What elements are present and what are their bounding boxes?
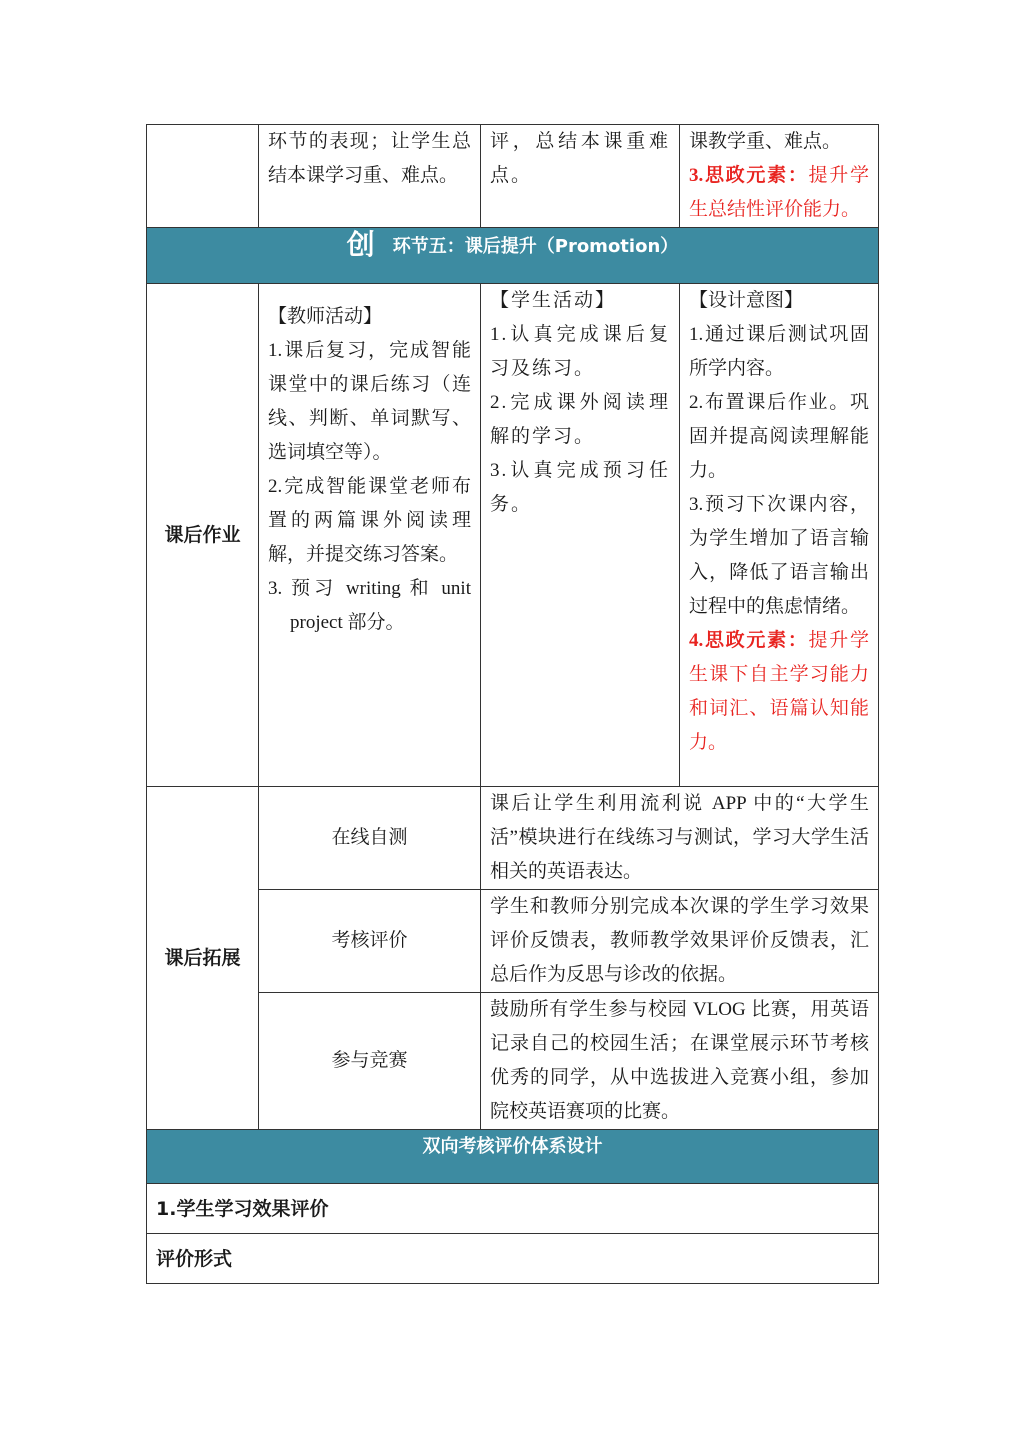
design-red-text: 提升学生课下自主学习能力和词汇、语篇认知能力。 xyxy=(689,630,869,753)
evaluation-row-2 xyxy=(147,1234,879,1284)
design-item-3: 3.预习下次课内容，为学生增加了语言输入，降低了语言输出过程中的焦虑情绪。 xyxy=(689,494,869,617)
evaluation-row-1 xyxy=(147,1184,879,1234)
design-text: 课教学重、难点。 xyxy=(689,131,842,152)
empty-label-cell xyxy=(147,125,259,228)
student-activity-cont: 评，总结本课重难点。 xyxy=(481,125,680,228)
teacher-item-1: 1.课后复习，完成智能课堂中的课后练习（连线、判断、单词默写、选词填空等）。 xyxy=(268,340,471,463)
design-header: 【设计意图】 xyxy=(689,290,804,311)
design-intent-cont xyxy=(680,125,879,228)
extension-item-name-1: 在线自测 xyxy=(259,787,481,890)
teacher-item-3: 3. 预习 writing 和 unit project 部分。 xyxy=(268,578,471,633)
extension-row-1 xyxy=(147,787,879,890)
continuation-row xyxy=(147,125,879,228)
student-item-2: 2.完成课外阅读理解的学习。 xyxy=(490,392,670,447)
teacher-activity-cont: 环节的表现；让学生总结本课学习重、难点。 xyxy=(259,125,481,228)
section-char: 创 xyxy=(346,228,375,261)
homework-label: 课后作业 xyxy=(147,284,259,787)
section-title: 环节五：课后提升（Promotion） xyxy=(392,236,679,257)
student-item-3: 3.认真完成预习任务。 xyxy=(490,460,670,515)
evaluation-band xyxy=(147,1130,879,1184)
extension-item-name-2: 考核评价 xyxy=(259,890,481,993)
lesson-plan-table xyxy=(146,124,879,1284)
homework-row xyxy=(147,284,879,787)
evaluation-title: 双向考核评价体系设计 xyxy=(422,1136,603,1157)
student-eval-heading: 1.学生学习效果评价 xyxy=(156,1197,329,1220)
extension-item-name-3: 参与竞赛 xyxy=(259,993,481,1130)
design-item-2: 2.布置课后作业。巩固并提高阅读理解能力。 xyxy=(689,392,869,481)
student-header: 【学生活动】 xyxy=(490,290,617,311)
eval-form-heading: 评价形式 xyxy=(156,1247,233,1270)
ideology-label: 3.思政元素： xyxy=(689,165,809,186)
ideology-text: 提升学生总结性评价能力。 xyxy=(689,165,869,220)
design-item-1: 1.通过课后测试巩固所学内容。 xyxy=(689,324,869,379)
student-activity-cell xyxy=(481,284,680,787)
extension-item-desc-2: 学生和教师分别完成本次课的学生学习效果评价反馈表，教师教学效果评价反馈表，汇总后作为反思与诊改的依据。 xyxy=(481,890,879,993)
teacher-activity-cell xyxy=(259,284,481,787)
teacher-header: 【教师活动】 xyxy=(268,306,383,327)
student-item-1: 1.认真完成课后复习及练习。 xyxy=(490,324,670,379)
section-five-band xyxy=(147,228,879,284)
design-intent-cell xyxy=(680,284,879,787)
extension-item-desc-1: 课后让学生利用流利说 APP 中的“大学生活”模块进行在线练习与测试，学习大学生活相关的英语表达。 xyxy=(481,787,879,890)
teacher-item-2: 2.完成智能课堂老师布置的两篇课外阅读理解，并提交练习答案。 xyxy=(268,476,471,565)
extension-item-desc-3: 鼓励所有学生参与校园 VLOG 比赛，用英语记录自己的校园生活；在课堂展示环节考核优秀的同学，从中选拔进入竞赛小组，参加院校英语赛项的比赛。 xyxy=(481,993,879,1130)
design-red-label: 4.思政元素： xyxy=(689,630,809,651)
extension-label: 课后拓展 xyxy=(147,787,259,1130)
